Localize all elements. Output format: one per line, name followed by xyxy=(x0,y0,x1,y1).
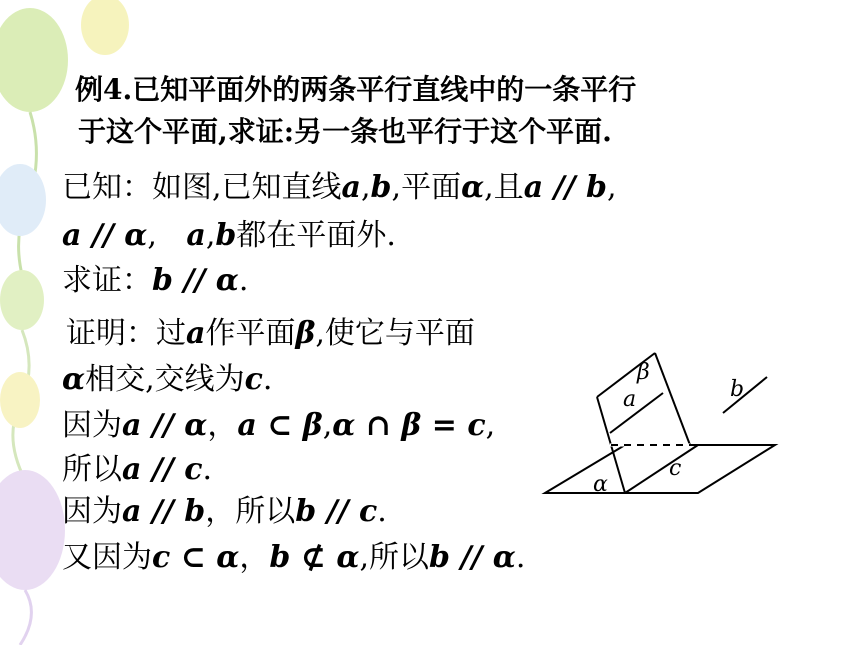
label-alpha: α xyxy=(593,472,608,497)
math-b-parallel-alpha: b // α xyxy=(429,540,516,575)
balloon-green-icon xyxy=(0,8,68,112)
math-alpha: α xyxy=(62,362,86,397)
proof-line6 xyxy=(62,540,525,576)
math-a-parallel-b: a // b xyxy=(122,494,206,529)
label-c: c xyxy=(669,456,682,481)
problem-title-line2: 于这个平面,求证:另一条也平行于这个平面. xyxy=(78,115,612,148)
math-a: a xyxy=(341,170,361,205)
comma: , xyxy=(322,408,333,443)
math-a-parallel-c: a // c xyxy=(122,452,203,487)
proof-label: 证明：过 xyxy=(66,316,186,351)
comma: , xyxy=(205,218,216,253)
label-beta: β xyxy=(637,360,650,385)
math-a-parallel-b: a // b xyxy=(523,170,607,205)
proof-text: 因为 xyxy=(62,408,122,443)
math-b-not-subset-alpha: b ⊄ α xyxy=(269,540,360,575)
proof-text: ,所以 xyxy=(359,540,430,575)
comma: , xyxy=(485,408,496,443)
given-line1 xyxy=(62,170,616,206)
given-plane-label: ,平面 xyxy=(391,170,462,205)
proof-line2 xyxy=(62,362,272,398)
given-label: 已知：如图,已知直线 xyxy=(62,170,342,205)
proof-line1 xyxy=(66,316,475,352)
proof-text: 又因为 xyxy=(62,540,152,575)
math-alpha: α xyxy=(461,170,485,205)
math-b: b xyxy=(370,170,392,205)
prove-label: 求证： xyxy=(62,263,152,298)
comma: , xyxy=(606,170,617,205)
line-c xyxy=(625,445,698,493)
balloon-green-icon xyxy=(0,270,44,330)
prove-line xyxy=(62,263,248,299)
proof-text: 相交,交线为 xyxy=(85,362,245,397)
math-a-subset-beta: a ⊂ β xyxy=(237,408,323,443)
period: . xyxy=(262,362,273,397)
label-a: a xyxy=(623,387,637,412)
period: . xyxy=(377,494,387,529)
math-b-parallel-c: b // c xyxy=(295,494,378,529)
comma: , xyxy=(147,218,157,253)
problem-title-line1: 例4.已知平面外的两条平行直线中的一条平行 xyxy=(75,73,637,106)
math-b: b xyxy=(215,218,237,253)
comma: ， xyxy=(207,408,238,443)
comma: , xyxy=(361,170,371,205)
proof-text: 作平面 xyxy=(205,316,296,351)
line-a xyxy=(610,393,663,433)
comma: ， xyxy=(239,540,270,575)
math-a: a xyxy=(186,218,206,253)
math-beta: β xyxy=(295,316,316,351)
math-c-subset-alpha: c ⊂ α xyxy=(152,540,240,575)
geometry-figure xyxy=(535,345,785,505)
proof-text: 因为 xyxy=(62,494,122,529)
balloon-yellow-icon xyxy=(81,0,129,55)
balloon-purple-icon xyxy=(0,470,65,590)
and-label: ,且 xyxy=(484,170,524,205)
period: . xyxy=(202,452,213,487)
math-a-parallel-alpha: a // α xyxy=(122,408,208,443)
proof-text: 所以 xyxy=(62,452,122,487)
period: . xyxy=(238,263,249,298)
math-intersection: α ∩ β = c xyxy=(332,408,486,443)
proof-text: ,使它与平面 xyxy=(315,316,475,351)
outside-plane-text: 都在平面外. xyxy=(236,218,396,253)
plane-beta-edge xyxy=(655,353,690,445)
proof-text: ，所以 xyxy=(205,494,296,529)
given-line2 xyxy=(62,218,396,254)
math-c: c xyxy=(244,362,263,397)
balloon-yellow-icon xyxy=(0,372,40,428)
proof-line3 xyxy=(62,408,495,444)
math-a: a xyxy=(186,316,206,351)
proof-line4 xyxy=(62,452,212,488)
label-b: b xyxy=(730,377,745,402)
balloon-blue-icon xyxy=(0,164,46,236)
period: . xyxy=(515,540,526,575)
math-b-parallel-alpha: b // α xyxy=(152,263,239,298)
balloon-string xyxy=(20,590,31,645)
proof-line5 xyxy=(62,494,387,530)
math-a-parallel-alpha: a // α xyxy=(62,218,148,253)
